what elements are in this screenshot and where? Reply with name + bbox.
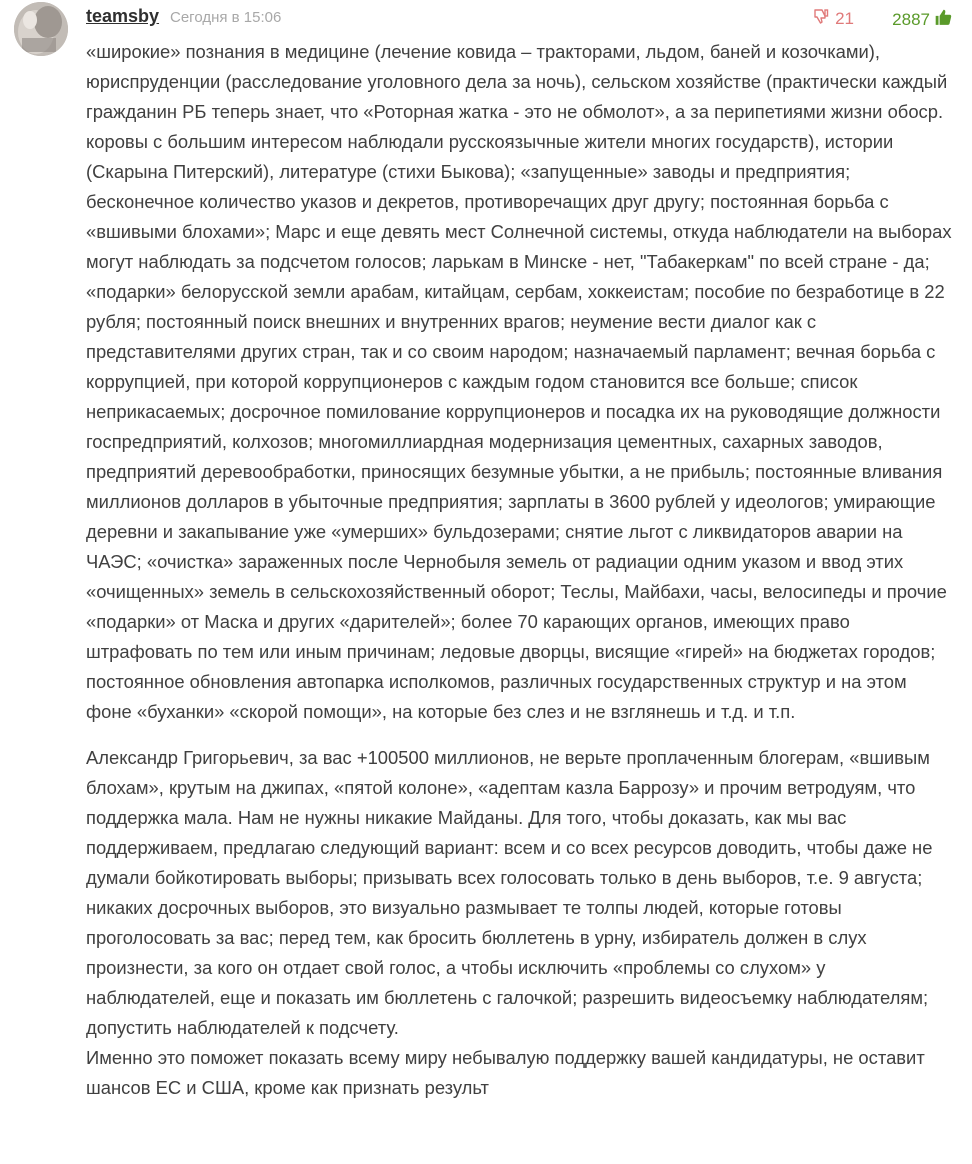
comment-paragraph-3: Именно это поможет показать всему миру небывалую поддержку вашей кандидатуры, не оставит шансов ЕС и США, кроме как признать результ (86, 1047, 925, 1098)
dislike-button[interactable] (813, 8, 854, 29)
avatar[interactable] (14, 2, 68, 56)
comment-header (86, 6, 952, 32)
comment-body (86, 37, 952, 1103)
like-button[interactable] (892, 8, 952, 31)
dislike-count: 21 (835, 8, 854, 28)
avatar-image (14, 2, 68, 56)
username-link[interactable]: teamsby (86, 6, 160, 26)
thumbs-down-icon (813, 8, 829, 29)
comment-paragraph-2: Александр Григорьевич, за вас +100500 миллионов, не верьте проплаченным блогерам, «вшивым блохам», крутым на джипах, «пятой колоне», «адептам казла Баррозу» и прочим ветродуям, что поддержка мала. Нам не нужны никакие Майданы. Для того, чтобы доказать, как мы вас поддерживаем, предлагаю следующий вариант: всем и со всех ресурсов доводить, чтобы даже не думали бойкотировать выборы; призывать всех голосовать только в день выборов, т.е. 9 августа; никаких досрочных выборов, это визуально размывает те толпы людей, которые готовы проголосовать за вас; перед тем, как бросить бюллетень в урну, избиратель должен в слух произнести, за кого он отдает свой голос, а чтобы исключить «проблемы со слухом» у наблюдателей, еще и показать им бюллетень с галочкой; разрешить видеосъемку наблюдателям; допустить наблюдателей к подсчету. (86, 747, 933, 1038)
thumbs-up-icon (934, 8, 952, 31)
comment-timestamp: Сегодня в 15:06 (170, 9, 282, 26)
comment-paragraph-1: «широкие» познания в медицине (лечение ковида – тракторами, льдом, баней и козочками), юриспруденции (расследование уголовного дела за ночь), сельском хозяйстве (практически каждый гражданин РБ теперь знает, что «Роторная жатка - это не обмолот», а за перипетиями жизни обоср. коровы с большим интересом наблюдали русскоязычные жители многих государств), истории (Скарына Питерский), литературе (стихи Быкова); «запущенные» заводы и предприятия; бесконечное количество указов и декретов, противоречащих друг другу; постоянная борьба с «вшивыми блохами»; Марс и еще девять мест Солнечной системы, откуда наблюдатели на выборах могут наблюдать за подсчетом голосов; ларькам в Минске - нет, "Табакеркам" по всей стране - да; «подарки» белорусской земли арабам, китайцам, сербам, хоккеистам; пособие по безработице в 22 рубля; постоянный поиск внешних и внутренних врагов; неумение вести диалог как с представителями других стран, так и со своим народом; назначаемый парламент; вечная борьба с коррупцией, при которой коррупционеров с каждым годом становится все больше; список неприкасаемых; досрочное помилование коррупционеров и посадка их на руководящие должности госпредприятий, колхозов; многомиллиардная модернизация цементных, сахарных заводов, предприятий деревообработки, приносящих безумные убытки, а не прибыль; постоянные вливания миллионов долларов в убыточные предприятия; зарплаты в 3600 рублей у идеологов; умирающие деревни и закапывание уже «умерших» бульдозерами; снятие льгот с ликвидаторов аварии на ЧАЭС; «очистка» зараженных после Чернобыля земель от радиации одним указом и ввод этих «очищенных» земель в сельскохозяйственный оборот; Теслы, Майбахи, часы, велосипеды и прочие «подарки» от Маска и других «дарителей»; более 70 карающих органов, имеющих право штрафовать по тем или иным причинам; ледовые дворцы, висящие «гирей» на бюджетах городов; постоянное обновления автопарка исполкомов, различных государственных структур и на этом фоне «буханки» «скорой помощи», на которые без слез и не взглянешь и т.д. и т.п. (86, 41, 952, 722)
like-count: 2887 (892, 9, 930, 29)
